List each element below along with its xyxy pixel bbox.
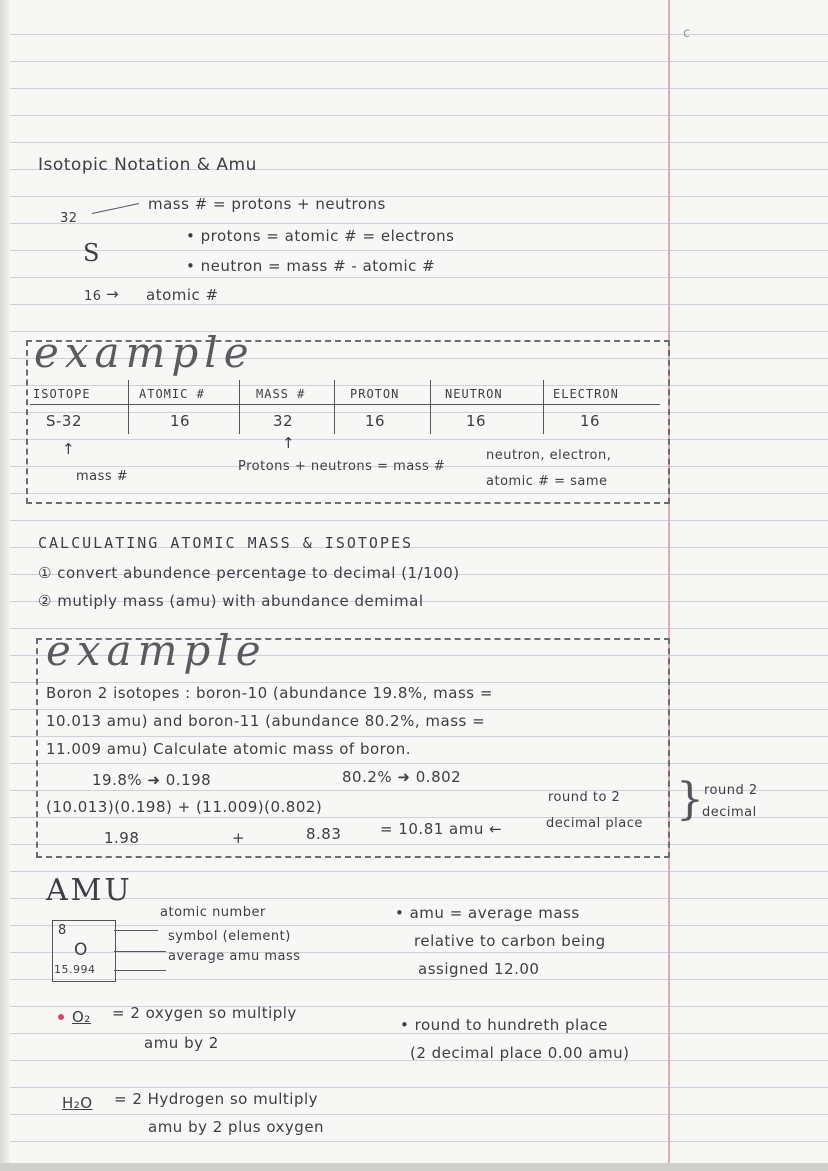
cell-atomic: 16 xyxy=(170,412,191,430)
mass-arrow xyxy=(92,203,139,214)
note-mass: mass # xyxy=(76,469,129,484)
example-title-2: example xyxy=(46,626,267,675)
table-col-line xyxy=(334,380,335,434)
mass-label: mass # = protons + neutrons xyxy=(148,195,386,213)
h2o-formula: H₂O xyxy=(62,1094,93,1112)
round-note-1: round to 2 xyxy=(548,790,621,805)
final-result: = 10.81 amu ← xyxy=(380,820,503,838)
header-proton: PROTON xyxy=(350,387,400,401)
calc-step-1: ① convert abundence percentage to decimal (1/100) xyxy=(38,564,460,582)
example2-line-2: 10.013 amu) and boron-11 (abundance 80.2%, mass = xyxy=(46,712,486,730)
cell-electron: 16 xyxy=(580,412,601,430)
table-divider xyxy=(30,404,660,405)
page-bottom-edge xyxy=(0,1163,828,1171)
cell-isotope: S-32 xyxy=(46,412,83,430)
pointer-line xyxy=(114,970,166,971)
example-title-1: example xyxy=(34,328,255,377)
label-average: average amu mass xyxy=(168,949,301,964)
bullet-dot xyxy=(58,1014,64,1020)
up-arrow: ↑ xyxy=(62,440,76,458)
amu-def-2: relative to carbon being xyxy=(414,932,606,950)
o2-text-1: = 2 oxygen so multiply xyxy=(112,1004,297,1022)
curly-brace: } xyxy=(676,774,704,825)
product-result-1: 1.98 xyxy=(104,829,140,847)
cell-proton: 16 xyxy=(365,412,386,430)
corner-mark: c xyxy=(683,26,691,41)
calc-title: CALCULATING ATOMIC MASS & ISOTOPES xyxy=(38,534,414,552)
header-neutron: NEUTRON xyxy=(445,387,503,401)
amu-def-3: assigned 12.00 xyxy=(418,960,540,978)
neutron-rule: • neutron = mass # - atomic # xyxy=(186,257,436,275)
page-heading: Isotopic Notation & Amu xyxy=(38,155,257,175)
protons-rule: • protons = atomic # = electrons xyxy=(186,227,455,245)
calc-step-2: ② mutiply mass (amu) with abundance demimal xyxy=(38,592,424,610)
note-same-1: neutron, electron, xyxy=(486,448,612,463)
o2-formula: O₂ xyxy=(72,1008,91,1026)
element-symbol: S xyxy=(83,239,100,267)
plus-sign: + xyxy=(232,829,246,847)
mass-number: 32 xyxy=(60,211,78,226)
side-note-1: round 2 xyxy=(704,783,758,798)
note-sum: Protons + neutrons = mass # xyxy=(238,459,446,474)
page-edge xyxy=(0,0,10,1171)
header-atomic: ATOMIC # xyxy=(139,387,205,401)
atomic-number: 16 xyxy=(84,289,102,304)
o2-text-2: amu by 2 xyxy=(144,1034,219,1052)
atomic-label: atomic # xyxy=(146,286,219,304)
example2-line-1: Boron 2 isotopes : boron-10 (abundance 19.8%, mass = xyxy=(46,684,493,702)
cell-neutron: 16 xyxy=(466,412,487,430)
note-same-2: atomic # = same xyxy=(486,474,608,489)
element-box-number: 8 xyxy=(58,923,67,938)
round-note-2: decimal place xyxy=(546,816,643,831)
header-isotope: ISOTOPE xyxy=(33,387,91,401)
example2-line-3: 11.009 amu) Calculate atomic mass of boron. xyxy=(46,740,411,758)
margin-line xyxy=(668,0,670,1171)
up-arrow: ↑ xyxy=(282,434,296,452)
round-rule-1: • round to hundreth place xyxy=(400,1016,608,1034)
conversion-2: 80.2% ➜ 0.802 xyxy=(342,768,462,786)
element-box-mass: 15.994 xyxy=(54,963,96,976)
label-atomic-number: atomic number xyxy=(160,905,266,920)
table-col-line xyxy=(543,380,544,434)
element-box-symbol: O xyxy=(74,940,88,960)
table-col-line xyxy=(128,380,129,434)
table-col-line xyxy=(239,380,240,434)
amu-def-1: • amu = average mass xyxy=(395,904,580,922)
atomic-arrow: → xyxy=(106,285,120,303)
side-note-2: decimal xyxy=(702,805,757,820)
conversion-1: 19.8% ➜ 0.198 xyxy=(92,771,212,789)
h2o-text-1: = 2 Hydrogen so multiply xyxy=(114,1090,319,1108)
product-result-2: 8.83 xyxy=(306,825,342,843)
header-mass: MASS # xyxy=(256,387,306,401)
pointer-line xyxy=(114,951,166,952)
h2o-text-2: amu by 2 plus oxygen xyxy=(148,1118,325,1136)
amu-title: AMU xyxy=(46,873,133,908)
header-electron: ELECTRON xyxy=(553,387,619,401)
pointer-line xyxy=(114,930,158,931)
label-symbol: symbol (element) xyxy=(168,929,291,944)
table-col-line xyxy=(430,380,431,434)
product-expression: (10.013)(0.198) + (11.009)(0.802) xyxy=(46,798,323,816)
round-rule-2: (2 decimal place 0.00 amu) xyxy=(410,1044,630,1062)
cell-mass: 32 xyxy=(273,412,294,430)
